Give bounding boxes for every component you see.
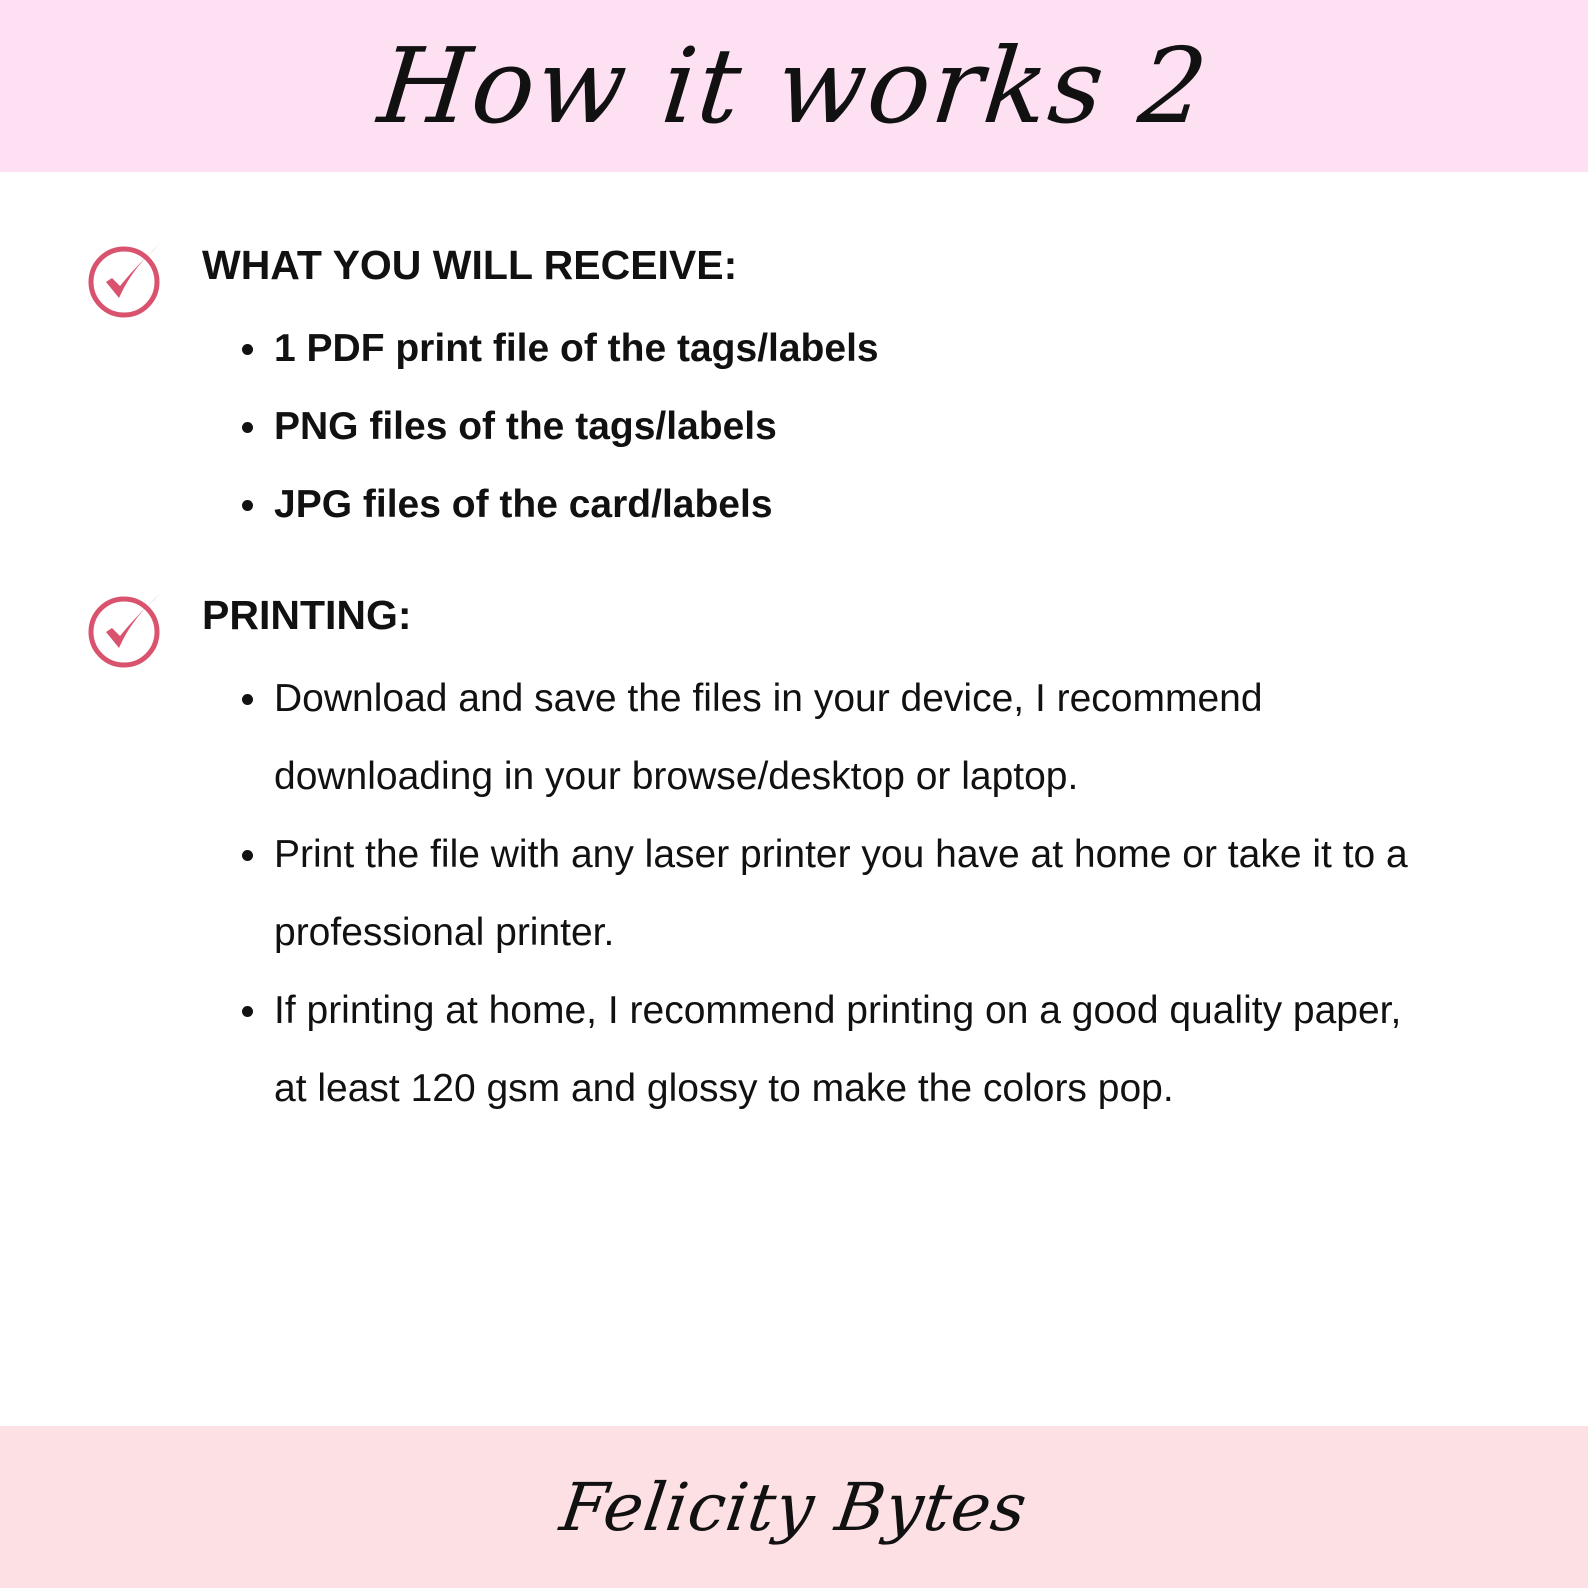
- page-title: How it works 2: [373, 25, 1215, 147]
- section-heading: WHAT YOU WILL RECEIVE:: [202, 242, 738, 288]
- printing-list: [238, 660, 1438, 1128]
- list-item: PNG files of the tags/labels: [238, 388, 1438, 466]
- brand-logo: Felicity Bytes: [555, 1468, 1033, 1546]
- list-item: Download and save the files in your device, I recommend downloading in your browse/desktop or laptop.: [238, 660, 1438, 816]
- header-banner: [0, 0, 1588, 172]
- list-item: JPG files of the card/labels: [238, 466, 1438, 544]
- list-item: If printing at home, I recommend printing on a good quality paper, at least 120 gsm and glossy to make the colors pop.: [238, 972, 1438, 1128]
- list-item: Print the file with any laser printer you have at home or take it to a professional printer.: [238, 816, 1438, 972]
- footer-banner: [0, 1426, 1588, 1588]
- section-heading: PRINTING:: [202, 592, 412, 638]
- check-circle-icon: [86, 238, 168, 320]
- check-circle-icon: [86, 588, 168, 670]
- receive-list: [238, 310, 1438, 544]
- list-item: 1 PDF print file of the tags/labels: [238, 310, 1438, 388]
